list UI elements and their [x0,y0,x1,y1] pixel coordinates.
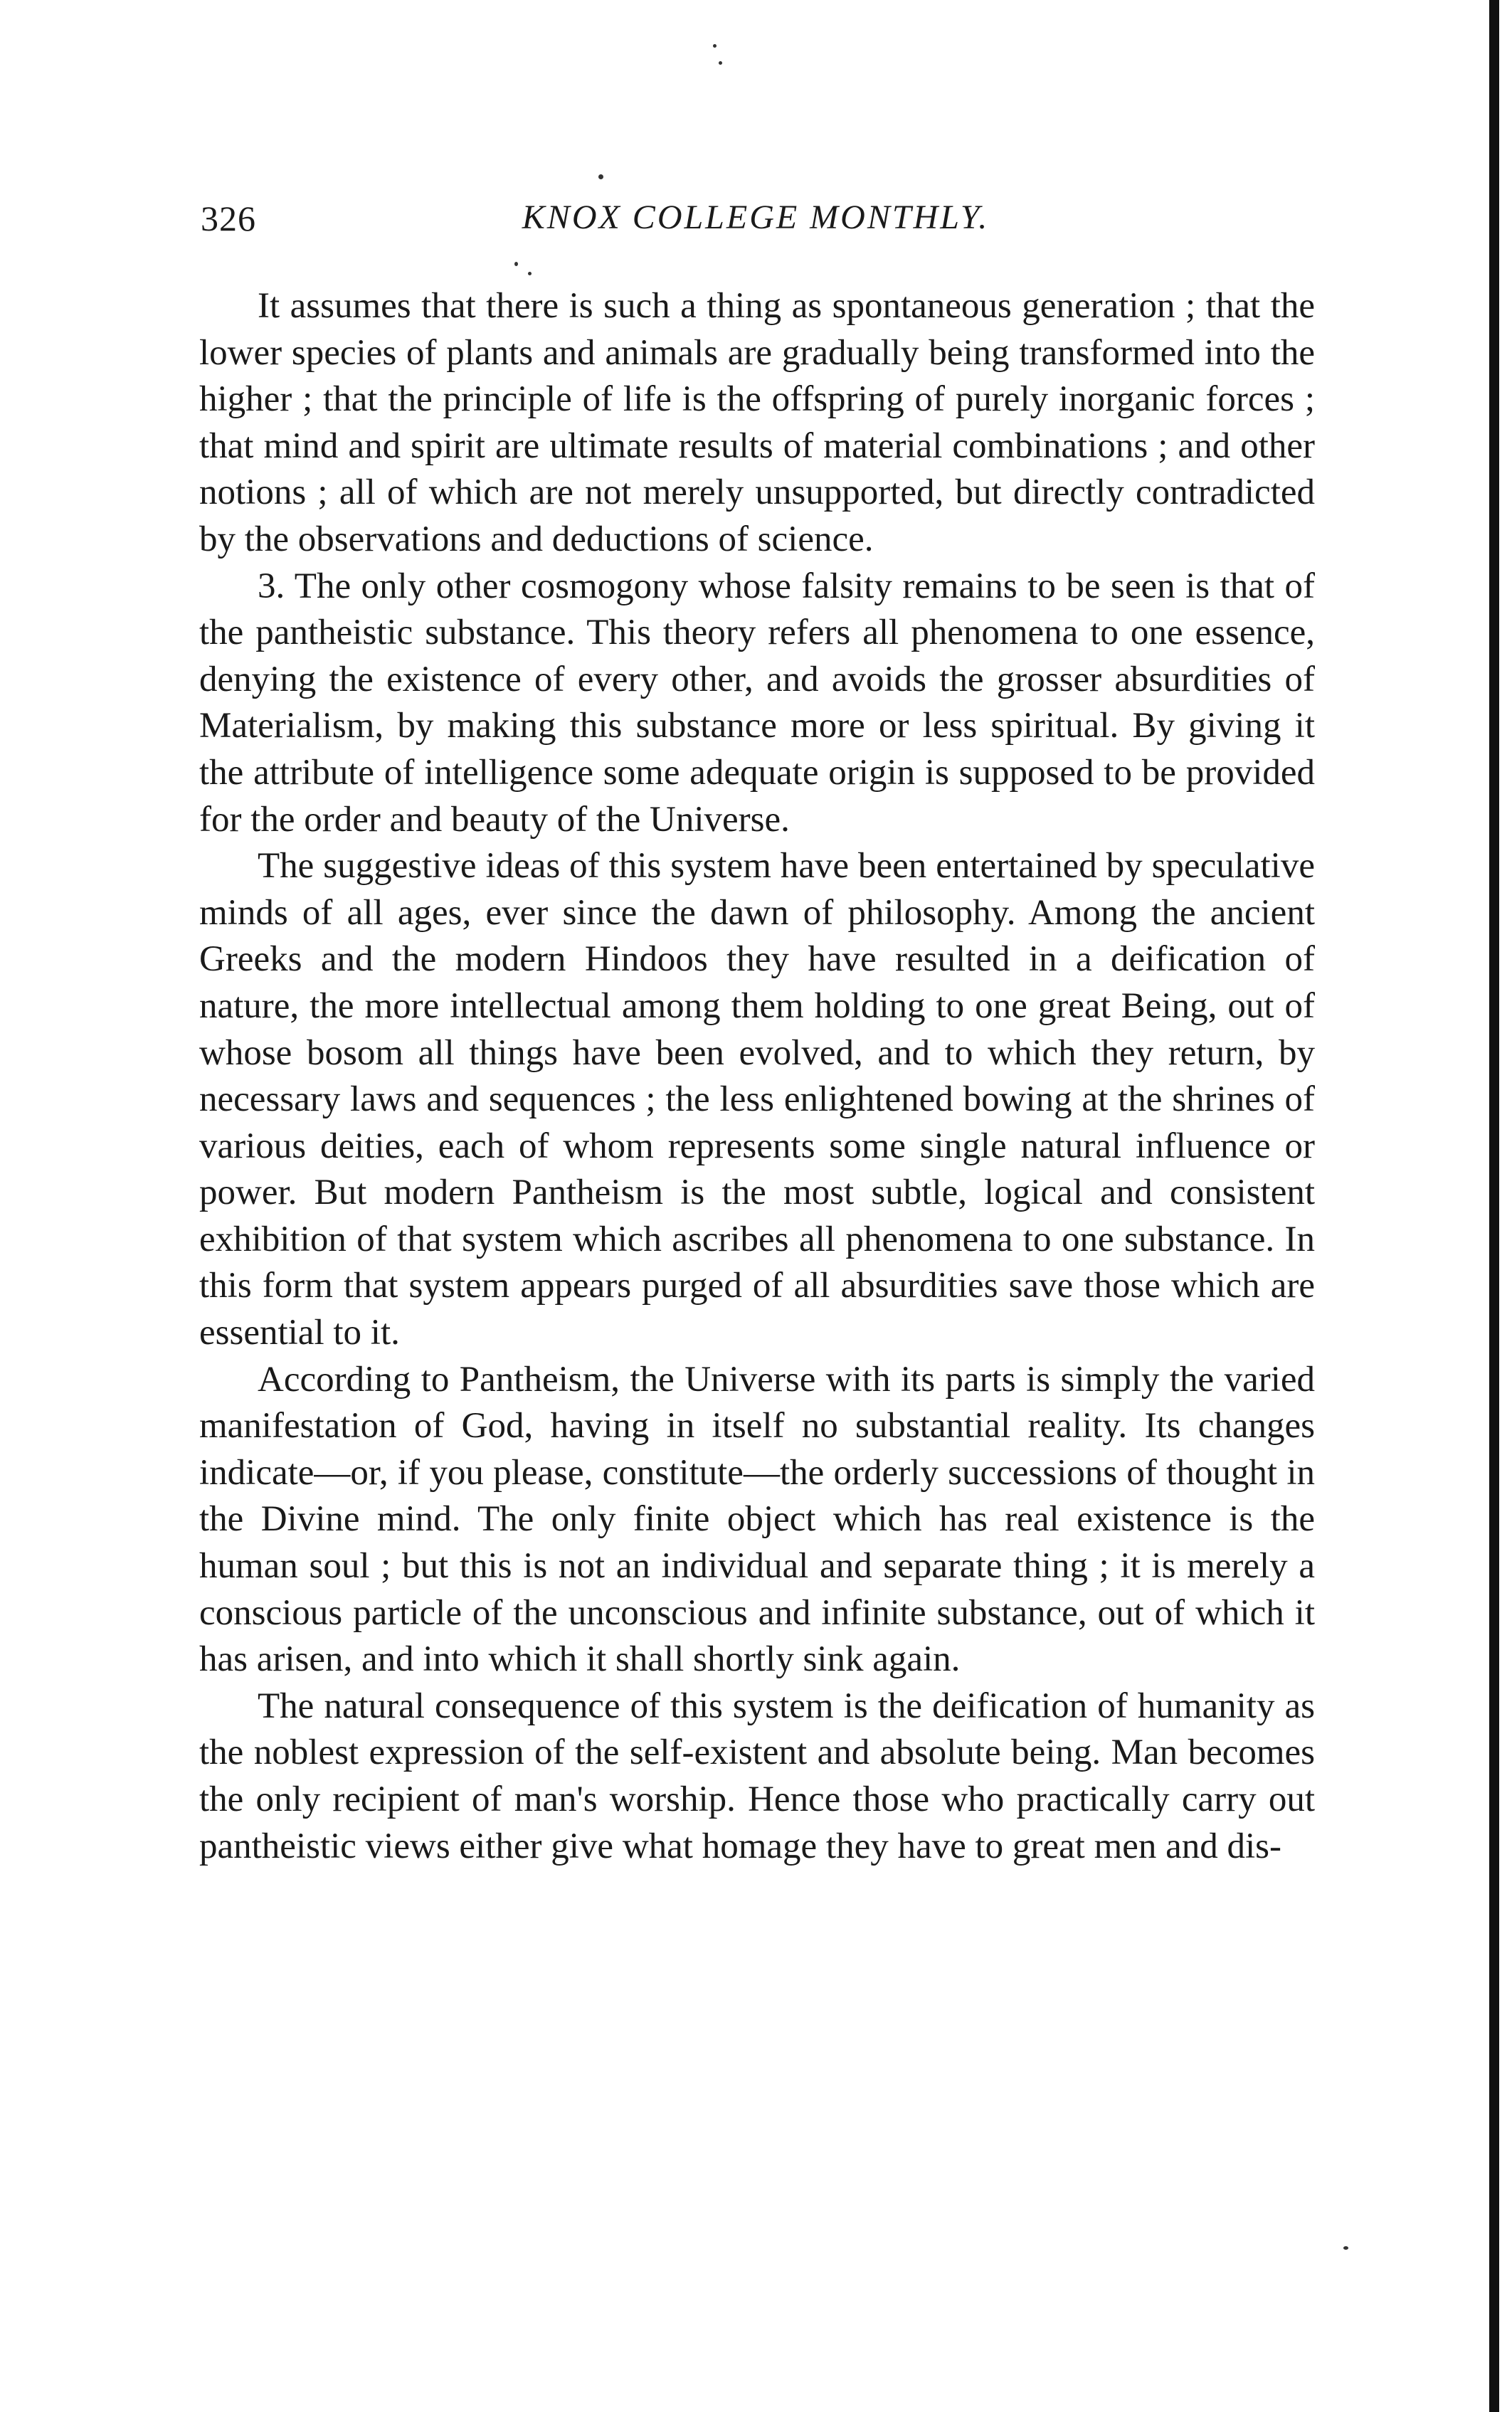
print-speck [528,272,532,275]
paragraph: It assumes that there is such a thing as spontaneous generation ; that the lower species of plants and animals are gradually being transformed into the higher ; that the principle of life is the offspring of purely inorganic forces ; that mind and spirit are ultimate results of material combinations ; and other notions ; all of which are not merely unsupported, but directly contradicted by the observations and deductions of science. [199,286,1315,559]
binding-edge-rule [1489,0,1499,2412]
paragraph: 3. The only other cosmogony whose falsity remains to be seen is that of the pantheistic substance. This theory refers all phenomena to one essence, denying the existence of every other, and avoids the grosser absurdities of Materialism, by making this substance more or less spiritual. By giving it the attribute of intelligence some adequate origin is supposed to be provided for the order and beauty of the Universe. [199,566,1315,840]
running-head: KNOX COLLEGE MONTHLY. [522,199,990,236]
print-speck [1343,2246,1348,2250]
paragraph: According to Pantheism, the Universe with its parts is simply the varied manifestation of God, having in itself no substantial reality. Its changes indicate—or, if you please, constitute—the orderly successions of thought in the Divine mind. The only finite object which has real existence is the human soul ; but this is not an individual and separate thing ; it is merely a conscious particle of the unconscious and infinite substance, out of which it has arisen, and into which it shall shortly sink again. [199,1359,1315,1680]
print-speck [719,61,722,65]
paragraph: The suggestive ideas of this system have been entertained by speculative minds of all ages, ever since the dawn of philosophy. Among the ancient Greeks and the modern Hindoos they have resulted in a deification of nature, the more intellectual among them holding to one great Being, out of whose bosom all things have been evolved, and to which they return, by necessary laws and sequences ; the less enlightened bowing at the shrines of various deities, each of whom represents some single natural influence or power. But modern Pantheism is the most subtle, logical and consistent exhibition of that system which ascribes all phenomena to one substance. In this form that system appears purged of all absurdities save those which are essential to it. [199,846,1315,1353]
print-speck [598,174,603,179]
paragraph: The natural consequence of this system is the deification of humanity as the noblest expression of the self-existent and absolute being. Man becomes the only recipient of man's worship. Hence those who practically carry out pantheistic views either give what homage they have to great men and dis- [199,1686,1315,1866]
page-header [201,198,1311,255]
print-speck [713,44,717,48]
print-speck [514,262,518,266]
body-text [199,283,1315,1870]
page-number: 326 [201,199,256,238]
